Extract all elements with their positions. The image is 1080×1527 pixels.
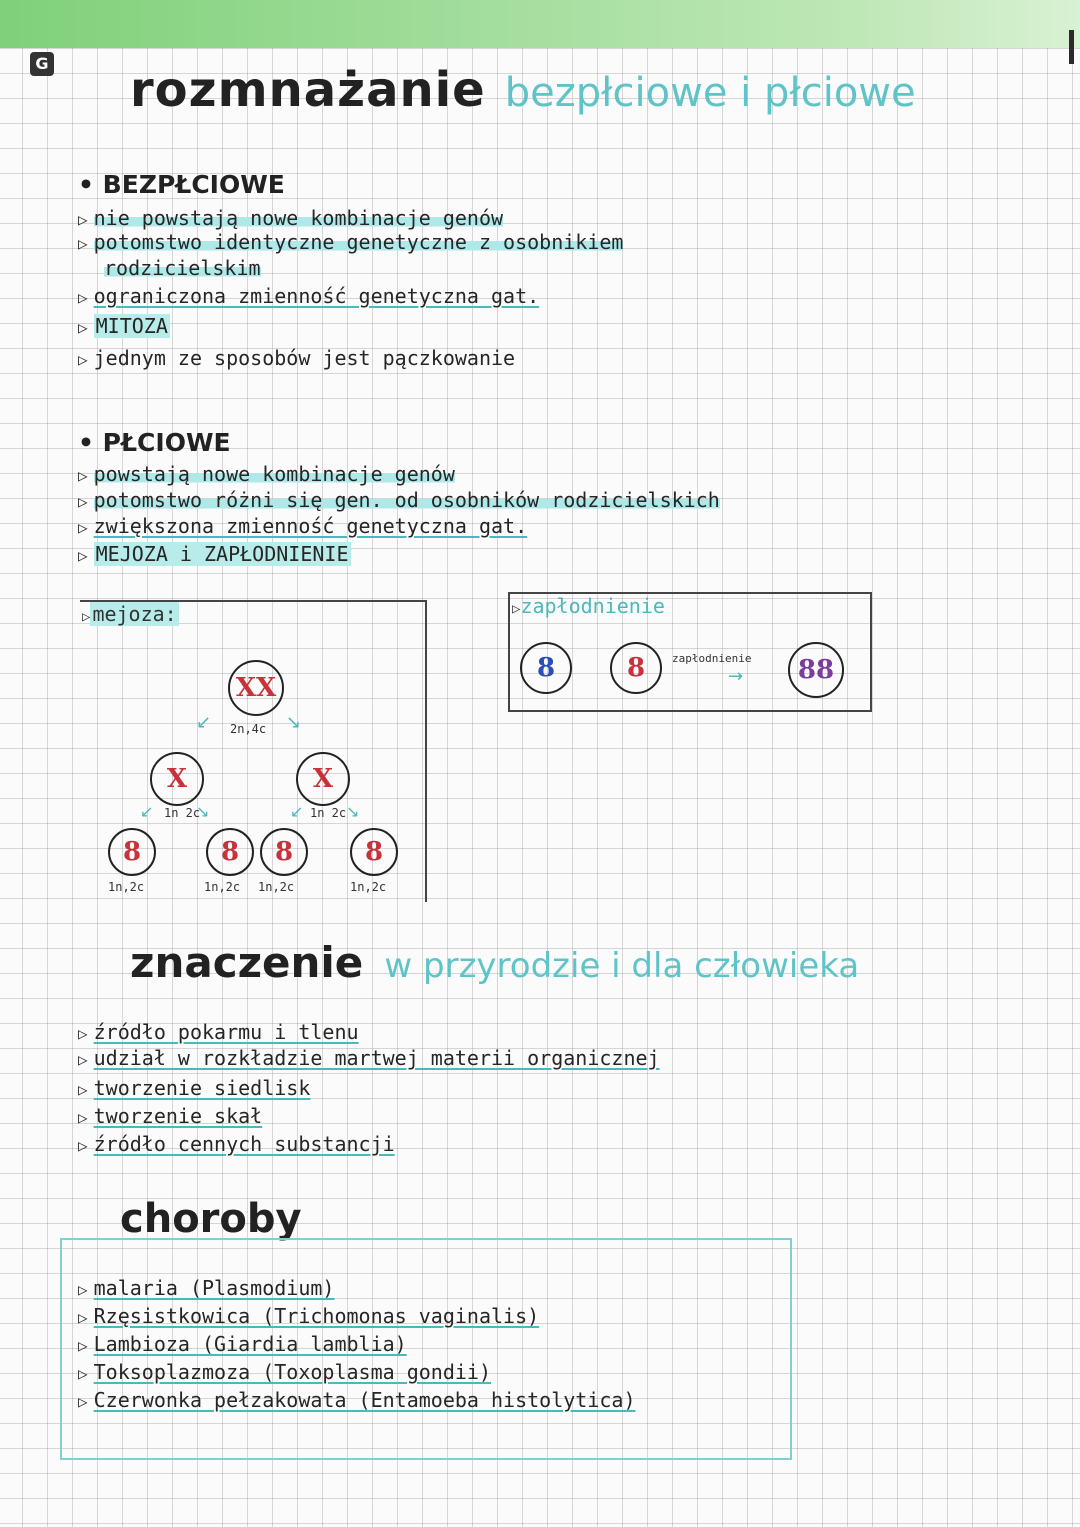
triangle-bullet-icon: ▷ (78, 1280, 88, 1299)
meiosis-label: ▷ mejoza: (82, 602, 177, 626)
triangle-bullet-icon: ▷ (78, 466, 88, 485)
meiosis-bottom-label-1: 1n,2c (108, 880, 145, 894)
arrow-down-left-icon: ↙ (196, 712, 212, 733)
significance-heading (130, 938, 859, 987)
significance-item-3: ▷ tworzenie siedlisk (78, 1076, 311, 1100)
triangle-bullet-icon: ▷ (78, 288, 88, 307)
disease-item-5: ▷ Czerwonka pełzakowata (Entamoeba histolytica) (78, 1388, 636, 1412)
meiosis-bottom-label-2: 1n,2c (204, 880, 241, 894)
asexual-item-2-cont: rodzicielskim (104, 256, 261, 280)
app-logo-icon: G (30, 52, 54, 76)
triangle-bullet-icon: ▷ (78, 1050, 88, 1069)
fertilization-arrow-label: zapłodnienie (672, 652, 752, 665)
disease-item-2: ▷ Rzęsistkowica (Trichomonas vaginalis) (78, 1304, 540, 1328)
triangle-bullet-icon: ▷ (78, 350, 88, 369)
arrow-down-left-icon: ↙ (140, 802, 154, 821)
disease-item-4: ▷ Toksoplazmoza (Toxoplasma gondii) (78, 1360, 491, 1384)
fertilization-label: ▷zapłodnienie (512, 594, 665, 618)
sexual-item-3: ▷ zwiększona zmienność genetyczna gat. (78, 514, 528, 538)
meiosis-bottom-label-3: 1n,2c (258, 880, 295, 894)
arrow-down-left-icon: ↙ (290, 802, 304, 821)
asexual-item-3: ▷ ograniczona zmienność genetyczna gat. (78, 284, 540, 308)
meiosis-cell-right: X (296, 752, 350, 806)
significance-title: znaczenie (130, 938, 364, 987)
meiosis-bottom-label-4: 1n,2c (350, 880, 387, 894)
significance-subtitle: w przyrodzie i dla człowieka (384, 946, 860, 986)
significance-item-2: ▷ udział w rozkładzie martwej materii organicznej (78, 1046, 660, 1070)
asexual-item-1: ▷ nie powstają nowe kombinacje genów (78, 206, 504, 230)
triangle-bullet-icon: ▷ (78, 1336, 88, 1355)
arrow-down-right-icon: ↘ (286, 712, 302, 733)
sexual-item-4: ▷ MEJOZA i ZAPŁODNIENIE (78, 542, 349, 566)
meiosis-mid-label-left: 1n 2c (164, 806, 201, 820)
sexual-heading: • PŁCIOWE (78, 428, 231, 457)
asexual-item-5: ▷ jednym ze sposobów jest pączkowanie (78, 346, 516, 370)
triangle-bullet-icon: ▷ (78, 546, 88, 565)
arrow-down-right-icon: ↘ (346, 802, 360, 821)
meiosis-cell-left: X (150, 752, 204, 806)
triangle-bullet-icon: ▷ (78, 1108, 88, 1127)
arrow-right-icon: → (728, 666, 744, 687)
meiosis-daughter-cell-3: 8 (260, 828, 308, 876)
meiosis-mid-label-right: 1n 2c (310, 806, 347, 820)
triangle-bullet-icon: ▷ (78, 210, 88, 229)
disease-item-3: ▷ Lambioza (Giardia lamblia) (78, 1332, 407, 1356)
triangle-bullet-icon: ▷ (78, 1392, 88, 1411)
asexual-heading: • BEZPŁCIOWE (78, 170, 285, 199)
asexual-item-4: ▷ MITOZA (78, 314, 168, 338)
disease-item-1: ▷ malaria (Plasmodium) (78, 1276, 335, 1300)
triangle-bullet-icon: ▷ (78, 1136, 88, 1155)
triangle-bullet-icon: ▷ (78, 318, 88, 337)
title-subtitle: bezpłciowe i płciowe (504, 70, 916, 116)
meiosis-daughter-cell-1: 8 (108, 828, 156, 876)
triangle-bullet-icon: ▷ (78, 1308, 88, 1327)
zygote-cell: 88 (788, 642, 844, 698)
top-binding-strip (0, 0, 1080, 48)
diseases-title: choroby (120, 1196, 302, 1242)
asexual-item-2: ▷ potomstwo identyczne genetyczne z osobnikiem (78, 230, 624, 254)
page-edge-mark (1069, 30, 1074, 64)
triangle-bullet-icon: ▷ (78, 1364, 88, 1383)
page-title (130, 62, 916, 118)
sexual-item-2: ▷ potomstwo różni się gen. od osobników rodzicielskich (78, 488, 720, 512)
triangle-bullet-icon: ▷ (78, 1080, 88, 1099)
meiosis-top-label: 2n,4c (230, 722, 267, 736)
meiosis-daughter-cell-4: 8 (350, 828, 398, 876)
sexual-item-1: ▷ powstają nowe kombinacje genów (78, 462, 455, 486)
significance-item-4: ▷ tworzenie skał (78, 1104, 263, 1128)
triangle-bullet-icon: ▷ (78, 518, 88, 537)
triangle-bullet-icon: ▷ (78, 234, 88, 253)
significance-item-1: ▷ źródło pokarmu i tlenu (78, 1020, 359, 1044)
arrow-down-right-icon: ↘ (196, 802, 210, 821)
fertilization-cell-1: 8 (520, 642, 572, 694)
significance-item-5: ▷ źródło cennych substancji (78, 1132, 395, 1156)
meiosis-daughter-cell-2: 8 (206, 828, 254, 876)
meiosis-parent-cell: XX (228, 660, 284, 716)
title-main: rozmnażanie (130, 62, 486, 118)
triangle-bullet-icon: ▷ (78, 492, 88, 511)
fertilization-cell-2: 8 (610, 642, 662, 694)
triangle-bullet-icon: ▷ (78, 1024, 88, 1043)
